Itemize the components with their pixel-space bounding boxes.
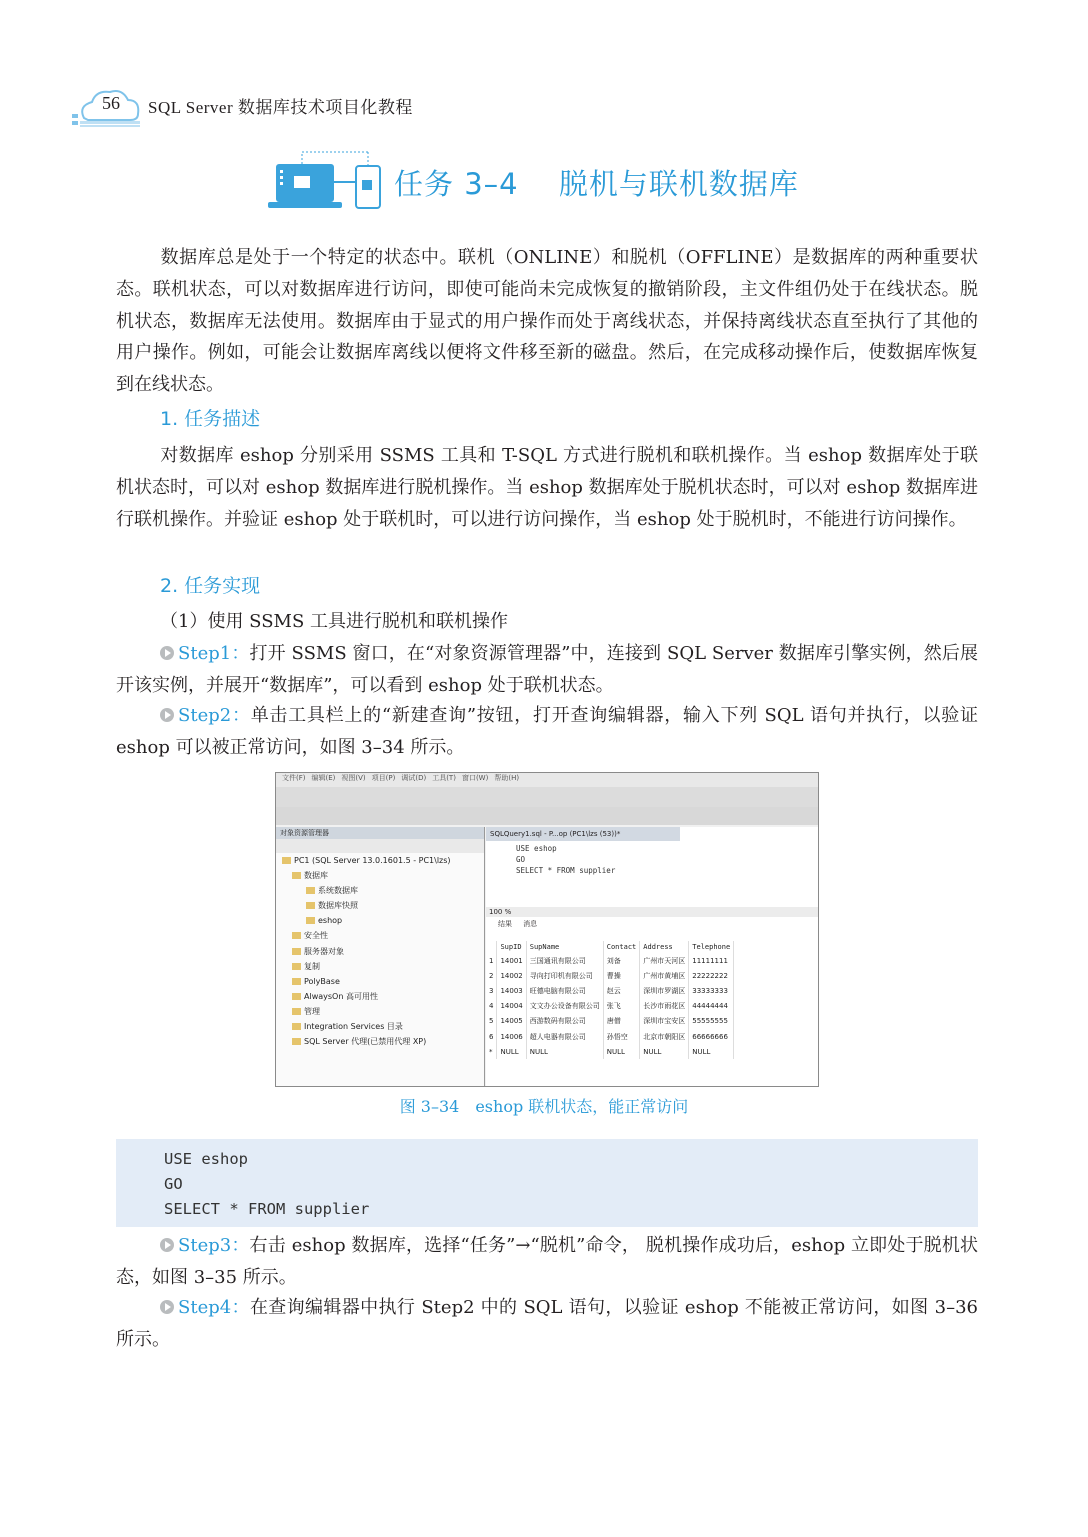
tree-item: SQL Server 代理(已禁用代理 XP) <box>276 1034 484 1049</box>
table-row: 6 14006 超人电器有限公司 孙悟空 北京市朝阳区 66666666 <box>486 1029 734 1044</box>
tab-messages: 消息 <box>523 920 538 928</box>
table-row: * NULL NULL NULL NULL NULL <box>486 1044 734 1059</box>
tree-item: PC1 (SQL Server 13.0.1601.5 - PC1\lzs) <box>276 853 484 868</box>
step1-paragraph: Step1：打开 SSMS 窗口，在“对象资源管理器”中，连接到 SQL Server 数据库引擎实例，然后展开该实例，并展开“数据库”，可以看到 eshop 处于联机状态。 <box>116 643 978 696</box>
tab-results: 结果 <box>498 920 512 928</box>
intro-paragraph: 数据库总是处于一个特定的状态中。联机（ONLINE）和脱机（OFFLINE）是数据库的两种重要状态。联机状态，可以对数据库进行访问，即使可能尚未完成恢复的撤销阶段，主文件组仍处于在线状态。脱机状态，数据库无法使用。数据库由于显式的用户操作而处于离线状态，并保持离线状态直至执行了其他的用户操作。例如，可能会让数据库离线以便将文件移至新的磁盘。然后，在完成移动操作后，使数据库恢复到在线状态。 <box>116 247 978 396</box>
book-title: SQL Server 数据库技术项目化教程 <box>148 98 413 117</box>
table-row: 2 14002 寻向打印机有限公司 曹操 广州市黄埔区 22222222 <box>486 968 734 983</box>
query-editor <box>486 827 818 1086</box>
code-block <box>116 1139 978 1227</box>
figure-caption: 图 3–34 eshop 联机状态，能正常访问 <box>399 1097 689 1116</box>
play-icon <box>160 708 174 722</box>
query-text: USE eshop GO SELECT * FROM supplier <box>516 844 616 875</box>
step3-paragraph: Step3：右击 eshop 数据库，选择“任务”→“脱机”命令， 脱机操作成功后，eshop 立即处于脱机状态，如图 3–35 所示。 <box>116 1235 978 1288</box>
laptop-phone-icon <box>266 150 386 216</box>
results-grid: SupID SupName Contact Address Telephone 1 14001 三国通讯有限公司 刘备 广州市天河区 11111111 2 14002 寻向打印机有限公司 曹操 广州市黄埔区 22222222 3 14003 旺德电脑有限公司 赵云 深圳市罗湖区 33333333 4 14004 文文办公设备有限公司 张飞 长沙市雨花区 44444444 5 14005 西游数码有限公司 唐僧 深圳市宝安区 55555555 6 14006 超人电器有限公司 孙悟空 北京市朝阳区 66666666 * NULL NULL NULL NULL NULL <box>486 941 734 1059</box>
play-icon <box>160 1238 174 1252</box>
tree-item: 系统数据库 <box>276 883 484 898</box>
ssms-screenshot <box>275 772 819 1087</box>
task-title: 任务 3–4 脱机与联机数据库 <box>394 167 799 201</box>
section1-paragraph: 对数据库 eshop 分别采用 SSMS 工具和 T-SQL 方式进行脱机和联机操作。当 eshop 数据库处于联机状态时，可以对 eshop 数据库进行脱机操作。当 eshop 数据库处于脱机状态时，可以对 eshop 数据库进行联机操作。并验证 eshop 处于联机时，可以进行访问操作，当 eshop 处于脱机时，不能进行访问操作。 <box>116 445 978 530</box>
zoom-level: 100 % <box>486 907 819 917</box>
menu-bar: 文件(F) 编辑(E) 视图(V) 项目(P) 调试(D) 工具(T) 窗口(W) 帮助(H) <box>276 773 818 787</box>
tree-item: 安全性 <box>276 928 484 943</box>
running-header <box>72 84 532 130</box>
table-row: 5 14005 西游数码有限公司 唐僧 深圳市宝安区 55555555 <box>486 1014 734 1029</box>
code-text: USE eshop GO SELECT * FROM supplier <box>164 1150 370 1218</box>
page-number: 56 <box>102 93 120 113</box>
table-row: 3 14003 旺德电脑有限公司 赵云 深圳市罗湖区 33333333 <box>486 983 734 998</box>
step2-paragraph: Step2：单击工具栏上的“新建查询”按钮，打开查询编辑器，输入下列 SQL 语句并执行，以验证 eshop 可以被正常访问，如图 3–34 所示。 <box>116 705 978 758</box>
query-tab: SQLQuery1.sql - P...op (PC1\lzs (53))* <box>486 827 680 841</box>
tree-item: 数据库 <box>276 868 484 883</box>
tree-item: PolyBase <box>276 974 484 989</box>
tree-item: Integration Services 目录 <box>276 1019 484 1034</box>
play-icon <box>160 646 174 660</box>
tree-item: eshop <box>276 913 484 928</box>
tree-item: AlwaysOn 高可用性 <box>276 989 484 1004</box>
tree-item: 服务器对象 <box>276 944 484 959</box>
toolbar-secondary <box>276 807 818 825</box>
task-heading <box>266 150 866 216</box>
section-heading-1: 1. 任务描述 <box>160 408 261 430</box>
tree-item: 数据库快照 <box>276 898 484 913</box>
play-icon <box>160 1300 174 1314</box>
toolbar <box>276 787 818 807</box>
step4-paragraph: Step4：在查询编辑器中执行 Step2 中的 SQL 语句，以验证 eshop 不能被正常访问，如图 3–36 所示。 <box>116 1297 978 1350</box>
tree-item: 复制 <box>276 959 484 974</box>
table-row: 4 14004 文文办公设备有限公司 张飞 长沙市雨花区 44444444 <box>486 999 734 1014</box>
section-heading-2: 2. 任务实现 <box>160 575 261 597</box>
explorer-title: 对象资源管理器 <box>276 827 484 839</box>
table-row: 1 14001 三国通讯有限公司 刘备 广州市天河区 11111111 <box>486 953 734 968</box>
tree-item: 管理 <box>276 1004 484 1019</box>
object-explorer <box>276 827 485 1086</box>
subsection-heading: （1）使用 SSMS 工具进行脱机和联机操作 <box>160 611 509 632</box>
result-tabs <box>486 919 537 929</box>
